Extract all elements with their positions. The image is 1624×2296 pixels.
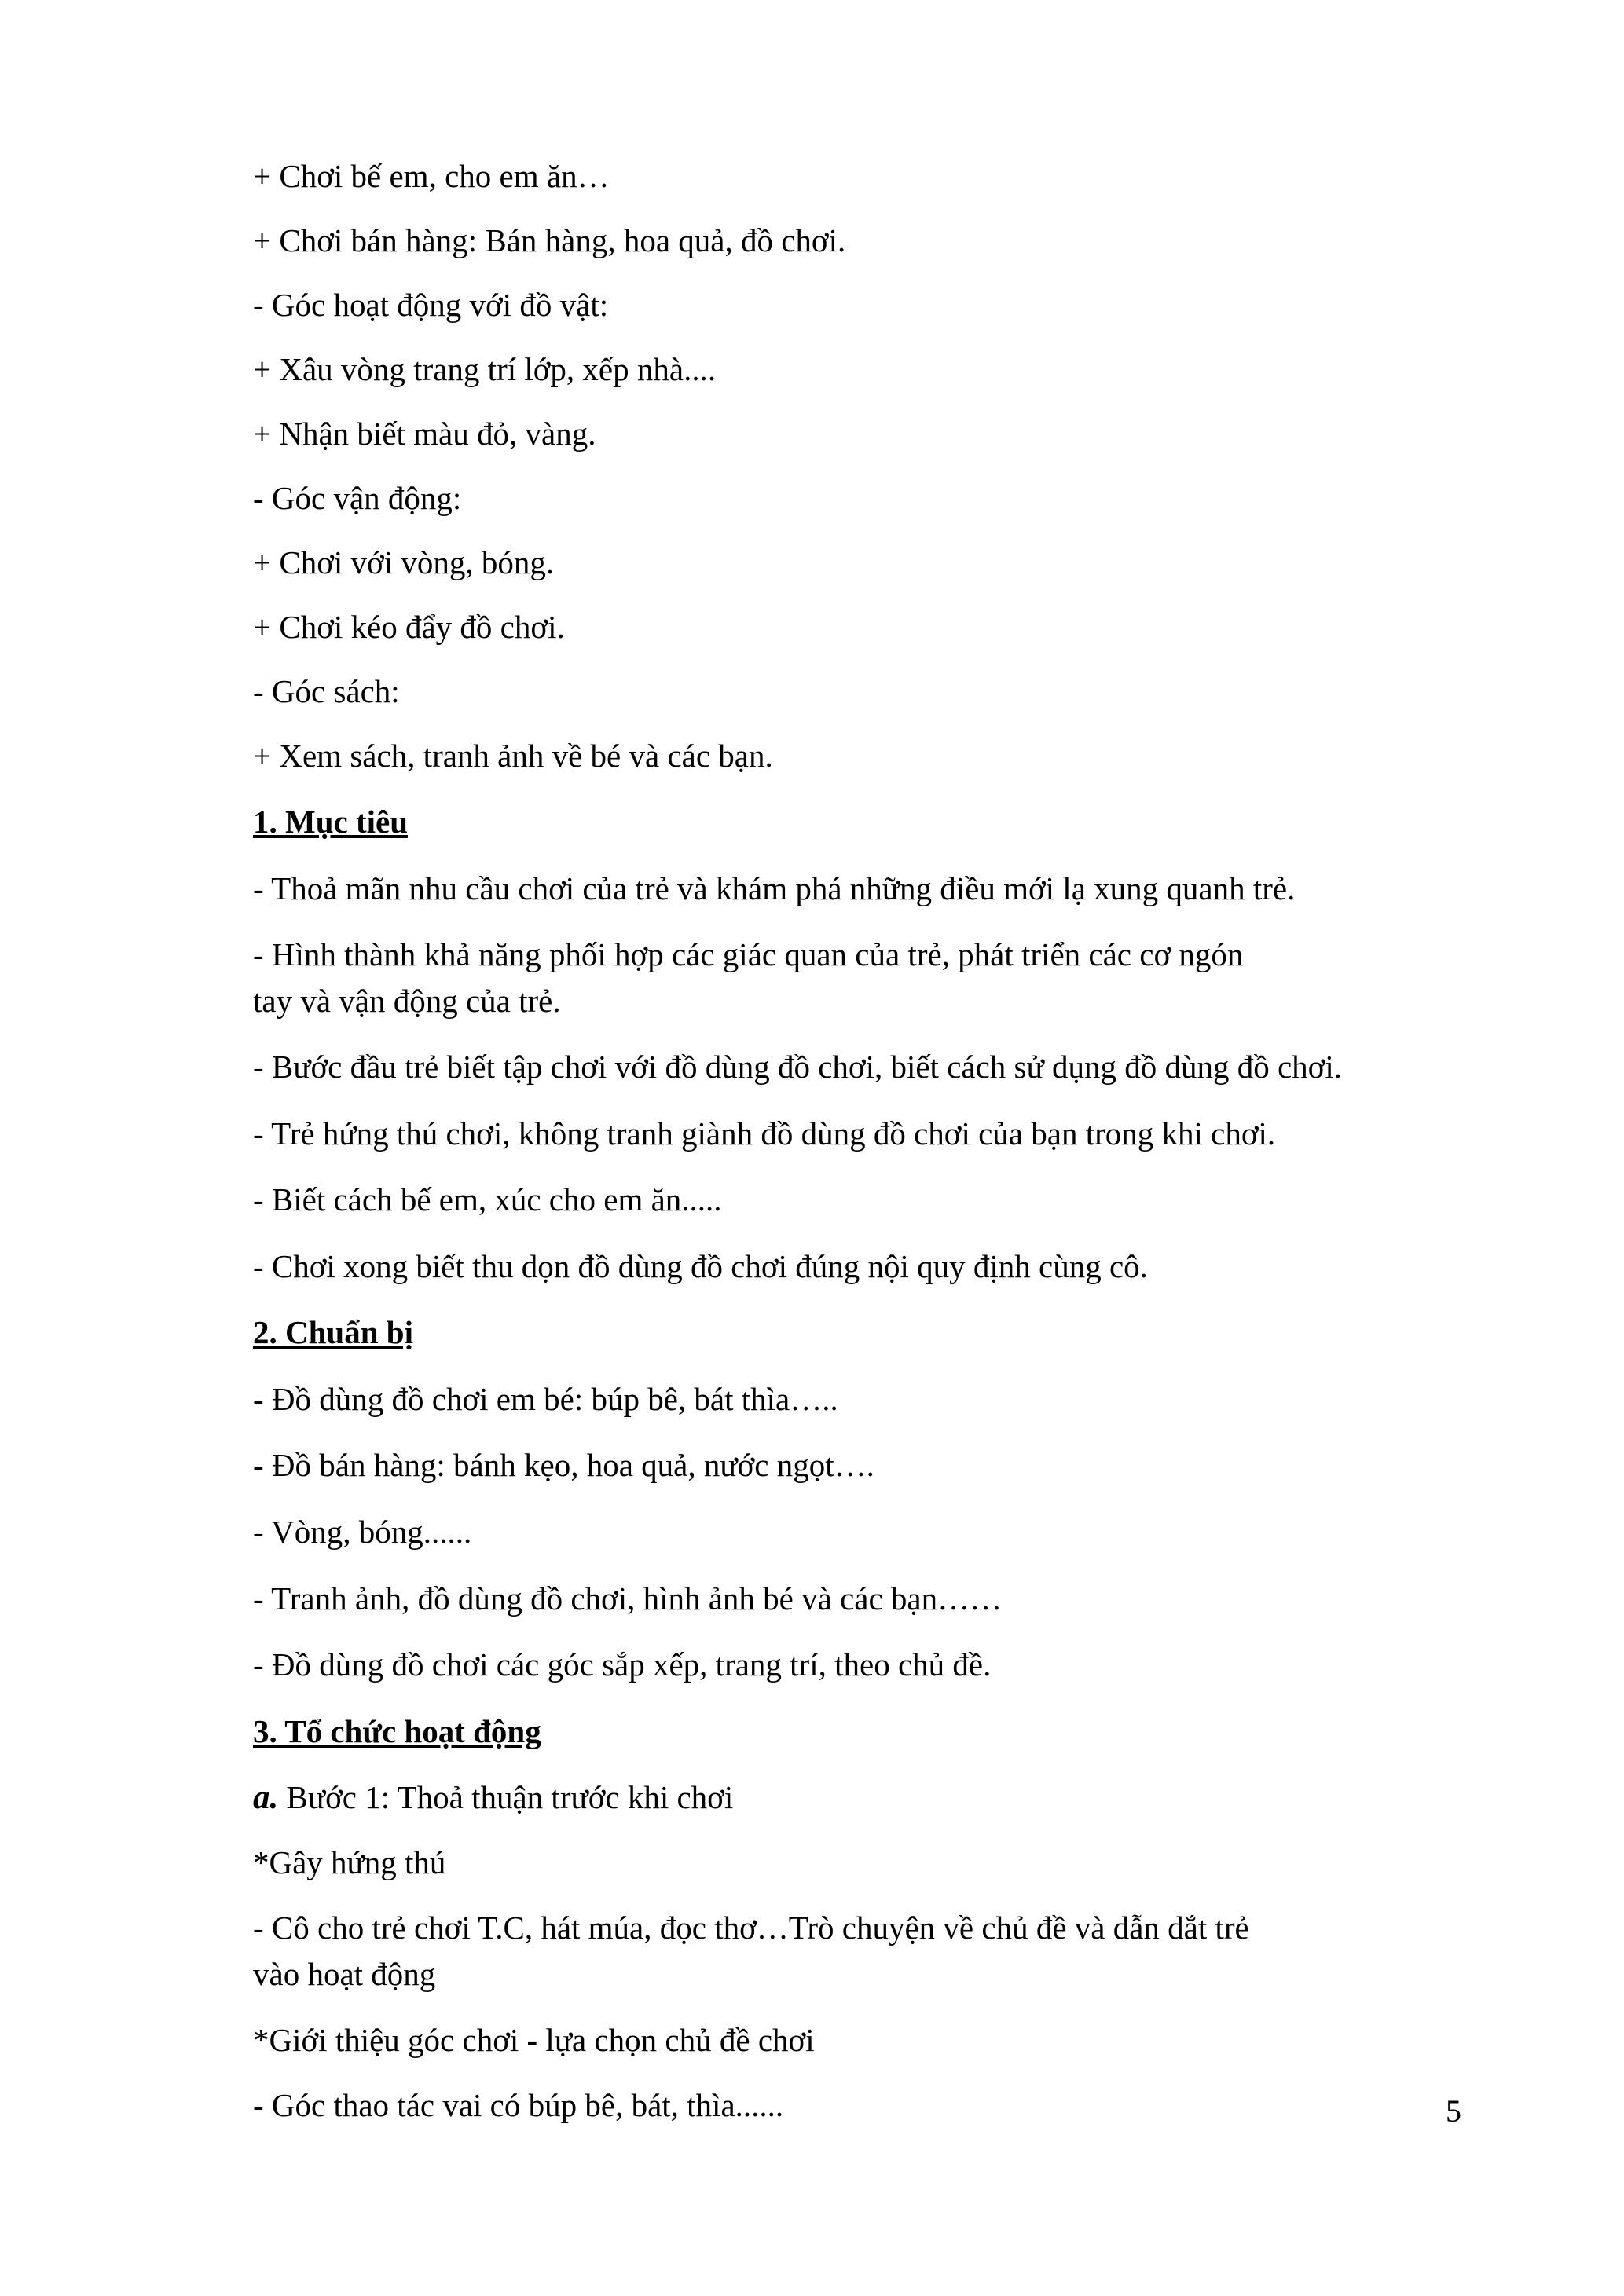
text-line: *Giới thiệu góc chơi - lựa chọn chủ đề chơi	[253, 2022, 815, 2058]
text-line: - Góc vận động:	[253, 480, 462, 516]
text-line: - Góc sách:	[253, 673, 400, 709]
text-line: - Bước đầu trẻ biết tập chơi với đồ dùng đồ chơi, biết cách sử dụng đồ dùng đồ chơi.	[253, 1049, 1342, 1085]
text-line: + Chơi với vòng, bóng.	[253, 544, 555, 580]
text-line: *Gây hứng thú	[253, 1844, 446, 1880]
text-line: + Chơi bế em, cho em ăn…	[253, 158, 610, 194]
text-line: - Đồ dùng đồ chơi em bé: búp bê, bát thìa…..	[253, 1381, 838, 1417]
text-line: - Đồ dùng đồ chơi các góc sắp xếp, trang trí, theo chủ đề.	[253, 1646, 992, 1683]
text-line: - Biết cách bế em, xúc cho em ăn.....	[253, 1181, 722, 1218]
page-number: 5	[1446, 2093, 1461, 2129]
text-line: - Cô cho trẻ chơi T.C, hát múa, đọc thơ…Trò chuyện về chủ đề và dẫn dắt trẻ	[253, 1910, 1249, 1946]
text-line: + Chơi kéo đẩy đồ chơi.	[253, 609, 565, 645]
text-line: tay và vận động của trẻ.	[253, 983, 561, 1019]
text-line: - Chơi xong biết thu dọn đồ dùng đồ chơi đúng nội quy định cùng cô.	[253, 1248, 1148, 1284]
text-line: - Trẻ hứng thú chơi, không tranh giành đồ dùng đồ chơi của bạn trong khi chơi.	[253, 1115, 1276, 1152]
text-line: + Xâu vòng trang trí lớp, xếp nhà....	[253, 351, 717, 387]
text-line: + Chơi bán hàng: Bán hàng, hoa quả, đồ chơi.	[253, 222, 846, 258]
step-text: Bước 1: Thoả thuận trước khi chơi	[278, 1779, 734, 1815]
text-line: - Góc hoạt động với đồ vật:	[253, 287, 609, 323]
step-letter: a.	[253, 1779, 279, 1816]
text-line: + Nhận biết màu đỏ, vàng.	[253, 416, 596, 452]
text-line: vào hoạt động	[253, 1956, 436, 1992]
section-heading-objectives: 1. Mục tiêu	[253, 804, 408, 840]
text-line: - Góc thao tác vai có búp bê, bát, thìa......	[253, 2087, 784, 2123]
text-line: - Tranh ảnh, đồ dùng đồ chơi, hình ảnh bé và các bạn……	[253, 1580, 1003, 1617]
step-line	[253, 1774, 733, 1822]
text-line: - Vòng, bóng......	[253, 1514, 472, 1550]
text-line: - Thoả mãn nhu cầu chơi của trẻ và khám phá những điều mới lạ xung quanh trẻ.	[253, 870, 1296, 906]
text-line: - Đồ bán hàng: bánh kẹo, hoa quả, nước ngọt….	[253, 1447, 874, 1483]
text-line: + Xem sách, tranh ảnh về bé và các bạn.	[253, 738, 773, 774]
section-heading-activities: 3. Tổ chức hoạt động	[253, 1713, 541, 1749]
text-line: - Hình thành khả năng phối hợp các giác quan của trẻ, phát triển các cơ ngón	[253, 936, 1244, 972]
section-heading-preparation: 2. Chuẩn bị	[253, 1314, 413, 1350]
